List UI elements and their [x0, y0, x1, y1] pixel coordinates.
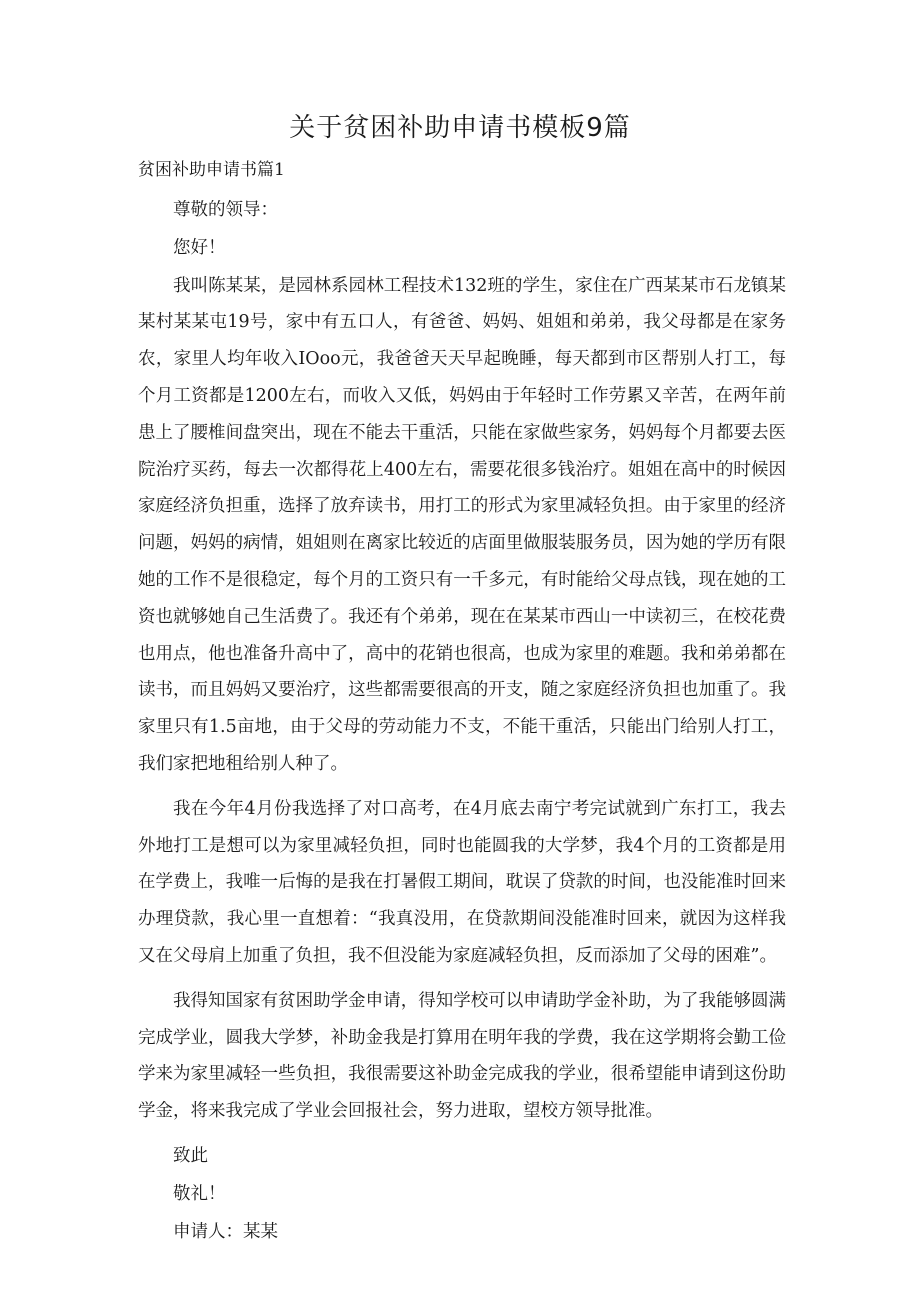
- body-paragraph-1: 我叫陈某某，是园林系园林工程技术132班的学生，家住在广西某某市石龙镇某某村某某屯19号，家中有五口人，有爸爸、妈妈、姐姐和弟弟，我父母都是在家务农，家里人均年收入IOoo元，我爸爸天天早起晚睡，每天都到市区帮别人打工，每个月工资都是1200左右，而收入又低，妈妈由于年轻时工作劳累又辛苦，在两年前患上了腰椎间盘突出，现在不能去干重活，只能在家做些家务，妈妈每个月都要去医院治疗买药，每去一次都得花上400左右，需要花很多钱治疗。姐姐在高中的时候因家庭经济负担重，选择了放弃读书，用打工的形式为家里减轻负担。由于家里的经济问题，妈妈的病情，姐姐则在离家比较近的店面里做服装服务员，因为她的学历有限她的工作不是很稳定，每个月的工资只有一千多元，有时能给父母点钱，现在她的工资也就够她自己生活费了。我还有个弟弟，现在在某某市西山一中读初三，在校花费也用点，他也准备升高中了，高中的花销也很高，也成为家里的难题。我和弟弟都在读书，而且妈妈又要治疗，这些都需要很高的开支，随之家庭经济负担也加重了。我家里只有1.5亩地，由于父母的劳动能力不支，不能干重活，只能出门给别人打工，我们家把地租给别人种了。: [138, 275, 786, 774]
- body-paragraph-2: 我在今年4月份我选择了对口高考，在4月底去南宁考完试就到广东打工，我去外地打工是想可以为家里减轻负担，同时也能圆我的大学梦，我4个月的工资都是用在学费上，我唯一后悔的是我在打暑假工期间，耽误了贷款的时间，也没能准时回来办理贷款，我心里一直想着：“我真没用，在贷款期间没能准时回来，就因为这样我又在父母肩上加重了负担，我不但没能为家庭减轻负担，反而添加了父母的困难”。: [138, 798, 786, 966]
- closing-salute: 敬礼！: [173, 1183, 226, 1204]
- document-title: 关于贫困补助申请书模板9篇: [289, 113, 631, 143]
- salutation: 尊敬的领导：: [173, 200, 278, 220]
- greeting: 您好！: [173, 237, 226, 258]
- body-paragraph-3: 我得知国家有贫困助学金申请，得知学校可以申请助学金补助，为了我能够圆满完成学业，圆我大学梦，补助金我是打算用在明年我的学费，我在这学期将会勤工俭学来为家里减轻一些负担，我很需要这补助金完成我的学业，很希望能申请到这份助学金，将来我完成了学业会回报社会，努力进取，望校方领导批准。: [138, 990, 786, 1122]
- section-heading: 贫困补助申请书篇1: [138, 160, 285, 180]
- letter-body: [138, 192, 786, 1251]
- closing-line: 致此: [173, 1145, 208, 1166]
- signature: 申请人：某某: [173, 1221, 278, 1242]
